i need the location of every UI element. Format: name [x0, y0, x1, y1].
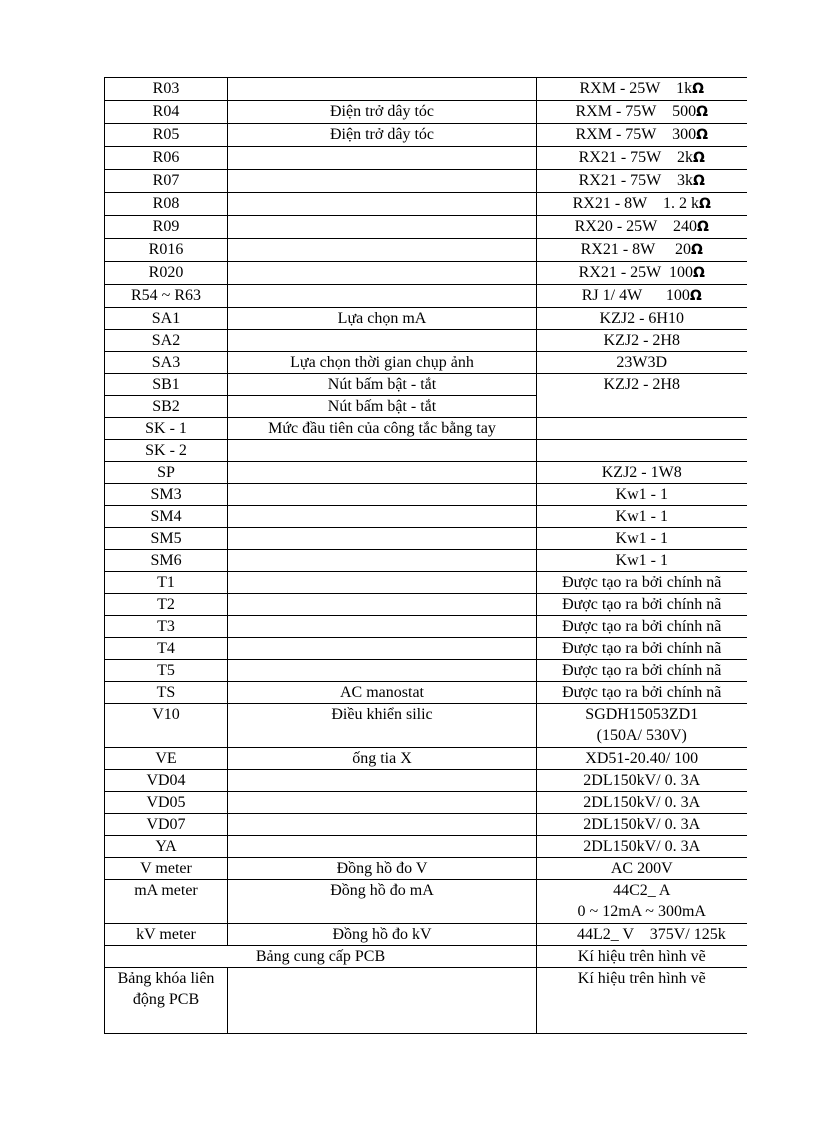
part-spec: 2DL150kV/ 0. 3A — [537, 770, 747, 792]
part-description — [228, 572, 537, 594]
pcb-supply-label: Bảng cung cấp PCB — [105, 946, 537, 968]
part-code: TS — [105, 682, 228, 704]
part-spec: Được tạo ra bởi chính nã — [537, 616, 747, 638]
part-spec-text: RX21 - 8W 1. 2 k — [572, 195, 699, 212]
table-row — [105, 946, 747, 968]
part-spec — [537, 352, 747, 374]
part-code: SM5 — [105, 528, 228, 550]
ohm-symbol: Ω — [692, 81, 704, 97]
part-description: Mức đầu tiên của công tắc bằng tay — [228, 418, 537, 440]
table-row — [105, 506, 747, 528]
part-description: Điện trở dây tóc — [228, 101, 537, 124]
part-spec — [537, 704, 747, 748]
part-code: V10 — [105, 704, 228, 748]
parts-table-body — [105, 78, 747, 1034]
part-spec — [537, 78, 747, 101]
part-code: R54 ~ R63 — [105, 285, 228, 308]
part-spec: KZJ2 - 2H8 — [537, 374, 747, 418]
part-spec: 44L2_ V 375V/ 125k — [537, 924, 747, 946]
part-code: SP — [105, 462, 228, 484]
part-code: VD04 — [105, 770, 228, 792]
table-row — [105, 836, 747, 858]
part-description — [228, 440, 537, 462]
table-row — [105, 770, 747, 792]
ohm-symbol: Ω — [692, 265, 705, 281]
part-spec: Kw1 - 1 — [537, 528, 747, 550]
table-row — [105, 616, 747, 638]
part-spec-text: RX21 - 8W 20 — [580, 241, 691, 258]
part-code: VD07 — [105, 814, 228, 836]
table-row — [105, 462, 747, 484]
part-code: R03 — [105, 78, 228, 101]
part-code: R09 — [105, 216, 228, 239]
ohm-symbol: Ω — [696, 104, 708, 120]
part-description — [228, 506, 537, 528]
part-code: Bảng khóa liên động PCB — [105, 968, 228, 1034]
part-description: Lựa chọn mA — [228, 308, 537, 330]
part-spec — [537, 418, 747, 440]
part-description — [228, 78, 537, 101]
part-spec — [537, 193, 747, 216]
part-code: SA2 — [105, 330, 228, 352]
part-code: R06 — [105, 147, 228, 170]
table-row — [105, 880, 747, 924]
part-spec: XD51-20.40/ 100 — [537, 748, 747, 770]
part-code: mA meter — [105, 880, 228, 924]
part-code: SB2 — [105, 396, 228, 418]
part-spec-text: RX21 - 25W 100 — [578, 264, 693, 281]
part-description — [228, 193, 537, 216]
table-row — [105, 682, 747, 704]
part-spec: 2DL150kV/ 0. 3A — [537, 814, 747, 836]
part-description — [228, 770, 537, 792]
part-description: Đồng hồ đo mA — [228, 880, 537, 924]
part-code: SB1 — [105, 374, 228, 396]
table-row — [105, 550, 747, 572]
part-code: VE — [105, 748, 228, 770]
part-spec: Kw1 - 1 — [537, 550, 747, 572]
part-code: SK - 2 — [105, 440, 228, 462]
part-spec — [537, 285, 747, 308]
part-code: SK - 1 — [105, 418, 228, 440]
table-row — [105, 330, 747, 352]
table-row — [105, 572, 747, 594]
part-description: Đồng hồ đo V — [228, 858, 537, 880]
part-spec: Kw1 - 1 — [537, 506, 747, 528]
part-spec: Được tạo ra bởi chính nã — [537, 660, 747, 682]
part-code: SM3 — [105, 484, 228, 506]
table-row — [105, 858, 747, 880]
table-row — [105, 352, 747, 374]
part-description: Nút bấm bật - tắt — [228, 374, 537, 396]
part-code: T3 — [105, 616, 228, 638]
part-spec: KZJ2 - 1W8 — [537, 462, 747, 484]
table-row — [105, 594, 747, 616]
part-spec — [537, 440, 747, 462]
table-row — [105, 440, 747, 462]
table-row — [105, 78, 747, 101]
part-spec — [537, 239, 747, 262]
part-description: ống tia X — [228, 748, 537, 770]
table-row — [105, 638, 747, 660]
part-spec-text: RXM - 25W 1k — [579, 80, 693, 97]
part-description — [228, 170, 537, 193]
part-spec-text: KZJ2 - 6H10 — [599, 310, 684, 327]
part-description — [228, 836, 537, 858]
part-code: VD05 — [105, 792, 228, 814]
part-description — [228, 147, 537, 170]
part-code: R08 — [105, 193, 228, 216]
part-code: SM6 — [105, 550, 228, 572]
parts-table — [104, 77, 747, 1034]
part-description — [228, 594, 537, 616]
part-description — [228, 792, 537, 814]
part-description — [228, 216, 537, 239]
part-spec: Kí hiệu trên hình vẽ — [537, 968, 747, 1034]
part-code: R020 — [105, 262, 228, 285]
table-row — [105, 285, 747, 308]
part-description — [228, 528, 537, 550]
table-row — [105, 124, 747, 147]
part-spec — [537, 124, 747, 147]
part-description: AC manostat — [228, 682, 537, 704]
part-code: T5 — [105, 660, 228, 682]
part-code: T4 — [105, 638, 228, 660]
part-code: T2 — [105, 594, 228, 616]
part-code: SM4 — [105, 506, 228, 528]
table-row — [105, 748, 747, 770]
table-row — [105, 814, 747, 836]
part-description — [228, 484, 537, 506]
table-row — [105, 193, 747, 216]
part-spec — [537, 880, 747, 924]
part-code: YA — [105, 836, 228, 858]
part-spec — [537, 170, 747, 193]
ohm-symbol: Ω — [690, 242, 703, 258]
part-spec-line: 0 ~ 12mA ~ 300mA — [577, 903, 706, 920]
part-description — [228, 550, 537, 572]
part-spec-text: RJ 1/ 4W 100 — [581, 287, 690, 304]
part-code: SA3 — [105, 352, 228, 374]
table-row — [105, 528, 747, 550]
table-row — [105, 968, 747, 1034]
part-spec-text: RXM - 75W 300 — [575, 126, 697, 143]
part-spec-text: RX21 - 75W 2k — [578, 149, 693, 166]
part-code: R05 — [105, 124, 228, 147]
part-description — [228, 285, 537, 308]
part-spec-text: RXM - 75W 500 — [575, 103, 697, 120]
table-row — [105, 660, 747, 682]
part-description — [228, 638, 537, 660]
part-description — [228, 616, 537, 638]
table-row — [105, 262, 747, 285]
part-description: Nút bấm bật - tắt — [228, 396, 537, 418]
part-spec: Được tạo ra bởi chính nã — [537, 638, 747, 660]
part-description — [228, 660, 537, 682]
table-row — [105, 924, 747, 946]
part-spec-text: KZJ2 - 2H8 — [603, 332, 680, 349]
part-description: Điều khiển silic — [228, 704, 537, 748]
part-description — [228, 330, 537, 352]
table-row — [105, 308, 747, 330]
ohm-symbol: Ω — [692, 150, 705, 166]
part-code: R016 — [105, 239, 228, 262]
part-spec: Được tạo ra bởi chính nã — [537, 594, 747, 616]
part-description — [228, 462, 537, 484]
table-row — [105, 792, 747, 814]
part-spec — [537, 262, 747, 285]
table-row — [105, 418, 747, 440]
part-spec — [537, 216, 747, 239]
table-row — [105, 216, 747, 239]
part-description — [228, 814, 537, 836]
part-code: V meter — [105, 858, 228, 880]
ohm-symbol: Ω — [698, 196, 711, 212]
part-description: Đồng hồ đo kV — [228, 924, 537, 946]
part-description: Lựa chọn thời gian chụp ảnh — [228, 352, 537, 374]
ohm-symbol: Ω — [696, 219, 709, 235]
ohm-symbol: Ω — [689, 288, 702, 304]
part-spec: AC 200V — [537, 858, 747, 880]
part-spec: 2DL150kV/ 0. 3A — [537, 792, 747, 814]
part-spec: Được tạo ra bởi chính nã — [537, 572, 747, 594]
part-spec-line: 44C2_ A — [613, 882, 671, 899]
part-code: SA1 — [105, 308, 228, 330]
part-spec-line: (150A/ 530V) — [596, 727, 687, 744]
part-spec — [537, 308, 747, 330]
part-spec: Được tạo ra bởi chính nã — [537, 682, 747, 704]
part-code: R04 — [105, 101, 228, 124]
part-spec: Kí hiệu trên hình vẽ — [537, 946, 747, 968]
table-row — [105, 704, 747, 748]
part-spec-text: RX21 - 75W 3k — [578, 172, 693, 189]
part-code: kV meter — [105, 924, 228, 946]
table-row — [105, 239, 747, 262]
table-row — [105, 170, 747, 193]
table-row — [105, 374, 747, 396]
table-row — [105, 101, 747, 124]
part-spec — [537, 147, 747, 170]
part-spec: Kw1 - 1 — [537, 484, 747, 506]
table-row — [105, 484, 747, 506]
part-code: R07 — [105, 170, 228, 193]
part-description — [228, 968, 537, 1034]
ohm-symbol: Ω — [692, 173, 705, 189]
part-spec-text: 23W3D — [616, 354, 668, 371]
part-description: Điện trở dây tóc — [228, 124, 537, 147]
table-row — [105, 147, 747, 170]
part-code: T1 — [105, 572, 228, 594]
ohm-symbol: Ω — [696, 127, 708, 143]
part-spec — [537, 330, 747, 352]
part-spec-text: RX20 - 25W 240 — [574, 218, 697, 235]
part-description — [228, 239, 537, 262]
part-spec: 2DL150kV/ 0. 3A — [537, 836, 747, 858]
part-spec-line: SGDH15053ZD1 — [585, 706, 699, 723]
part-description — [228, 262, 537, 285]
part-spec — [537, 101, 747, 124]
